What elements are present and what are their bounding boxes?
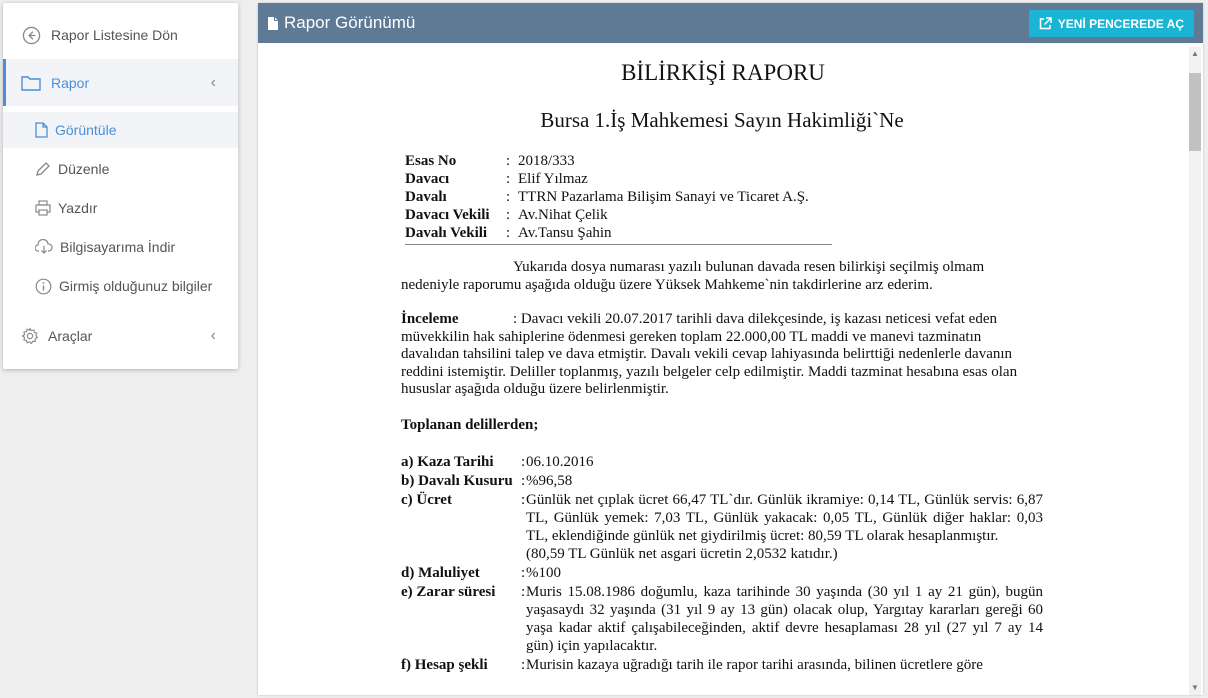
intro-paragraph <box>401 259 1041 294</box>
evidence-note: (80,59 TL Günlük net asgari ücretin 2,0532 katıdır.) <box>526 546 838 562</box>
sidebar-item-yazdir[interactable] <box>3 190 238 226</box>
panel-title: Rapor Görünümü <box>284 13 416 32</box>
printer-icon <box>35 200 51 216</box>
inceleme-text: : Davacı vekili 20.07.2017 tarihli dava dilekçesinde, iş kazası neticesi vefat eden müvekkilin hak sahiplerine ödenmesi gereken toplam 22.000,00 TL maddi ve manevi tazminatın davalıdan tahsilini talep ve dava etmiştir. Davalı vekili cevap lahiyasında belirttiği nedenlerle davanın reddini istemiştir. Deliller toplanmış, yazılı belgeler celp edilmiştir. Maddi tazminat hesabına esas olan hususlar aşağıda olduğu üzere belirlenmiştir. <box>401 311 1018 397</box>
evidence-row <box>401 583 1043 655</box>
meta-value: TTRN Pazarlama Bilişim Sanayi ve Ticaret A.Ş. <box>518 189 809 205</box>
sidebar-item-araclar[interactable] <box>3 318 238 354</box>
sidebar <box>3 3 238 369</box>
evidence-colon: : <box>521 657 526 673</box>
evidence-key: f) Hesap şekli <box>401 657 488 673</box>
meta-separator: : <box>506 207 511 223</box>
meta-key: Davalı Vekili <box>405 225 488 241</box>
meta-value: Elif Yılmaz <box>518 171 588 187</box>
evidence-colon: : <box>521 565 526 581</box>
panel-header <box>258 3 1203 43</box>
sidebar-item-label: Rapor <box>51 74 90 91</box>
evidence-list <box>401 453 1043 674</box>
chevron-left-icon: ‹ <box>210 73 216 91</box>
file-icon <box>267 16 279 31</box>
evidence-value <box>526 491 1043 563</box>
evidence-value: %96,58 <box>526 473 573 489</box>
sidebar-item-label: Girmiş olduğunuz bilgiler <box>59 278 213 294</box>
sidebar-item-label: Düzenle <box>58 161 110 177</box>
meta-key: Davalı <box>405 189 447 205</box>
open-new-window-button[interactable] <box>1029 10 1194 37</box>
case-meta <box>405 152 832 245</box>
intro-line: Yukarıda dosya numarası yazılı bulunan davada resen bilirkişi seçilmiş olmam <box>513 259 985 275</box>
scroll-down-arrow-icon[interactable]: ▼ <box>1191 683 1199 692</box>
meta-value: Av.Tansu Şahin <box>518 225 612 241</box>
vertical-scrollbar[interactable] <box>1189 47 1201 695</box>
document-viewer[interactable] <box>258 43 1203 695</box>
meta-separator: : <box>506 171 511 187</box>
gear-icon <box>21 327 39 345</box>
back-to-report-list-link[interactable] <box>3 17 238 53</box>
evidence-colon: : <box>521 454 526 470</box>
evidence-colon: : <box>521 492 526 508</box>
report-view-panel <box>258 3 1203 695</box>
sidebar-item-rapor[interactable] <box>3 59 238 106</box>
sidebar-item-indir[interactable] <box>3 229 238 265</box>
file-icon <box>35 122 48 138</box>
meta-row <box>405 170 832 188</box>
evidence-row <box>401 472 1043 490</box>
meta-row <box>405 206 832 224</box>
meta-row <box>405 224 832 242</box>
inceleme-label: İnceleme <box>401 311 459 327</box>
evidence-key: c) Ücret <box>401 492 452 508</box>
external-link-icon <box>1039 17 1052 30</box>
arrow-left-circle-icon <box>22 26 41 45</box>
meta-key: Davacı <box>405 171 450 187</box>
intro-line: nedeniyle raporumu aşağıda olduğu üzere Yüksek Mahkeme`nin takdirlerine arz ederim. <box>401 276 933 293</box>
sidebar-item-duzenle[interactable] <box>3 151 238 187</box>
evidence-value: Murisin kazaya uğradığı tarih ile rapor tarihi arasında, bilinen ücretlere göre <box>526 657 983 673</box>
sidebar-item-goruntule[interactable] <box>3 112 238 148</box>
evidence-key: b) Davalı Kusuru <box>401 473 513 489</box>
evidence-heading: Toplanan delillerden; <box>401 417 539 433</box>
evidence-colon: : <box>521 473 526 489</box>
meta-separator: : <box>506 153 511 169</box>
meta-key: Davacı Vekili <box>405 207 490 223</box>
evidence-row <box>401 656 1043 674</box>
meta-separator: : <box>506 189 511 205</box>
scroll-thumb[interactable] <box>1189 73 1201 151</box>
evidence-row <box>401 453 1043 471</box>
evidence-row <box>401 564 1043 582</box>
evidence-row <box>401 491 1043 563</box>
evidence-value: %100 <box>526 565 561 581</box>
meta-value: 2018/333 <box>518 153 575 169</box>
back-label: Rapor Listesine Dön <box>51 27 178 43</box>
evidence-text: Günlük net çıplak ücret 66,47 TL`dır. Günlük ikramiye: 0,14 TL, Günlük servis: 6,87 TL, Günlük yemek: 7,03 TL, Günlük yakacak: 0,05 TL, Günlük diğer haklar: 0,03 TL, eklendiğinde günlük net giydirilmiş ücret: 80,59 TL olarak hesaplanmıştır. <box>526 492 1043 544</box>
sidebar-item-bilgiler[interactable] <box>3 268 238 304</box>
sidebar-item-label: Bilgisayarıma İndir <box>60 239 176 255</box>
meta-separator: : <box>506 225 511 241</box>
meta-row <box>405 188 832 206</box>
sidebar-item-label: Araçlar <box>48 328 93 344</box>
meta-key: Esas No <box>405 153 457 169</box>
report-title: BİLİRKİŞİ RAPORU <box>621 60 825 85</box>
meta-row <box>405 152 832 170</box>
evidence-value: Muris 15.08.1986 doğumlu, kaza tarihinde 30 yaşında (30 yıl 1 ay 21 gün), bugün yaşasaydı 32 yaşında (31 yıl 9 ay 13 gün) olacak olup, Yargıtay kararları gereği 60 yaşa kadar aktif çalışabileceğinden, aktif devre hesaplaması 28 yıl (27 yıl 7 ay 14 gün) için yapılacaktır. <box>526 584 1043 654</box>
evidence-colon: : <box>521 584 526 600</box>
court-name: Bursa 1.İş Mahkemesi Sayın Hakimliği`Ne <box>540 108 904 132</box>
folder-icon <box>21 75 41 91</box>
scroll-up-arrow-icon[interactable]: ▲ <box>1191 49 1199 58</box>
meta-value: Av.Nihat Çelik <box>518 207 608 223</box>
evidence-key: e) Zarar süresi <box>401 584 496 600</box>
cloud-download-icon <box>35 239 53 255</box>
sidebar-item-label: Görüntüle <box>55 122 117 138</box>
inceleme-paragraph <box>401 311 1041 399</box>
open-new-window-label: YENİ PENCEREDE AÇ <box>1057 16 1184 31</box>
evidence-value: 06.10.2016 <box>526 454 594 470</box>
info-circle-icon <box>35 278 52 295</box>
evidence-key: d) Maluliyet <box>401 565 480 581</box>
chevron-left-icon: ‹ <box>210 327 216 344</box>
sidebar-item-label: Yazdır <box>58 200 98 216</box>
pencil-icon <box>35 161 51 177</box>
evidence-key: a) Kaza Tarihi <box>401 454 494 470</box>
